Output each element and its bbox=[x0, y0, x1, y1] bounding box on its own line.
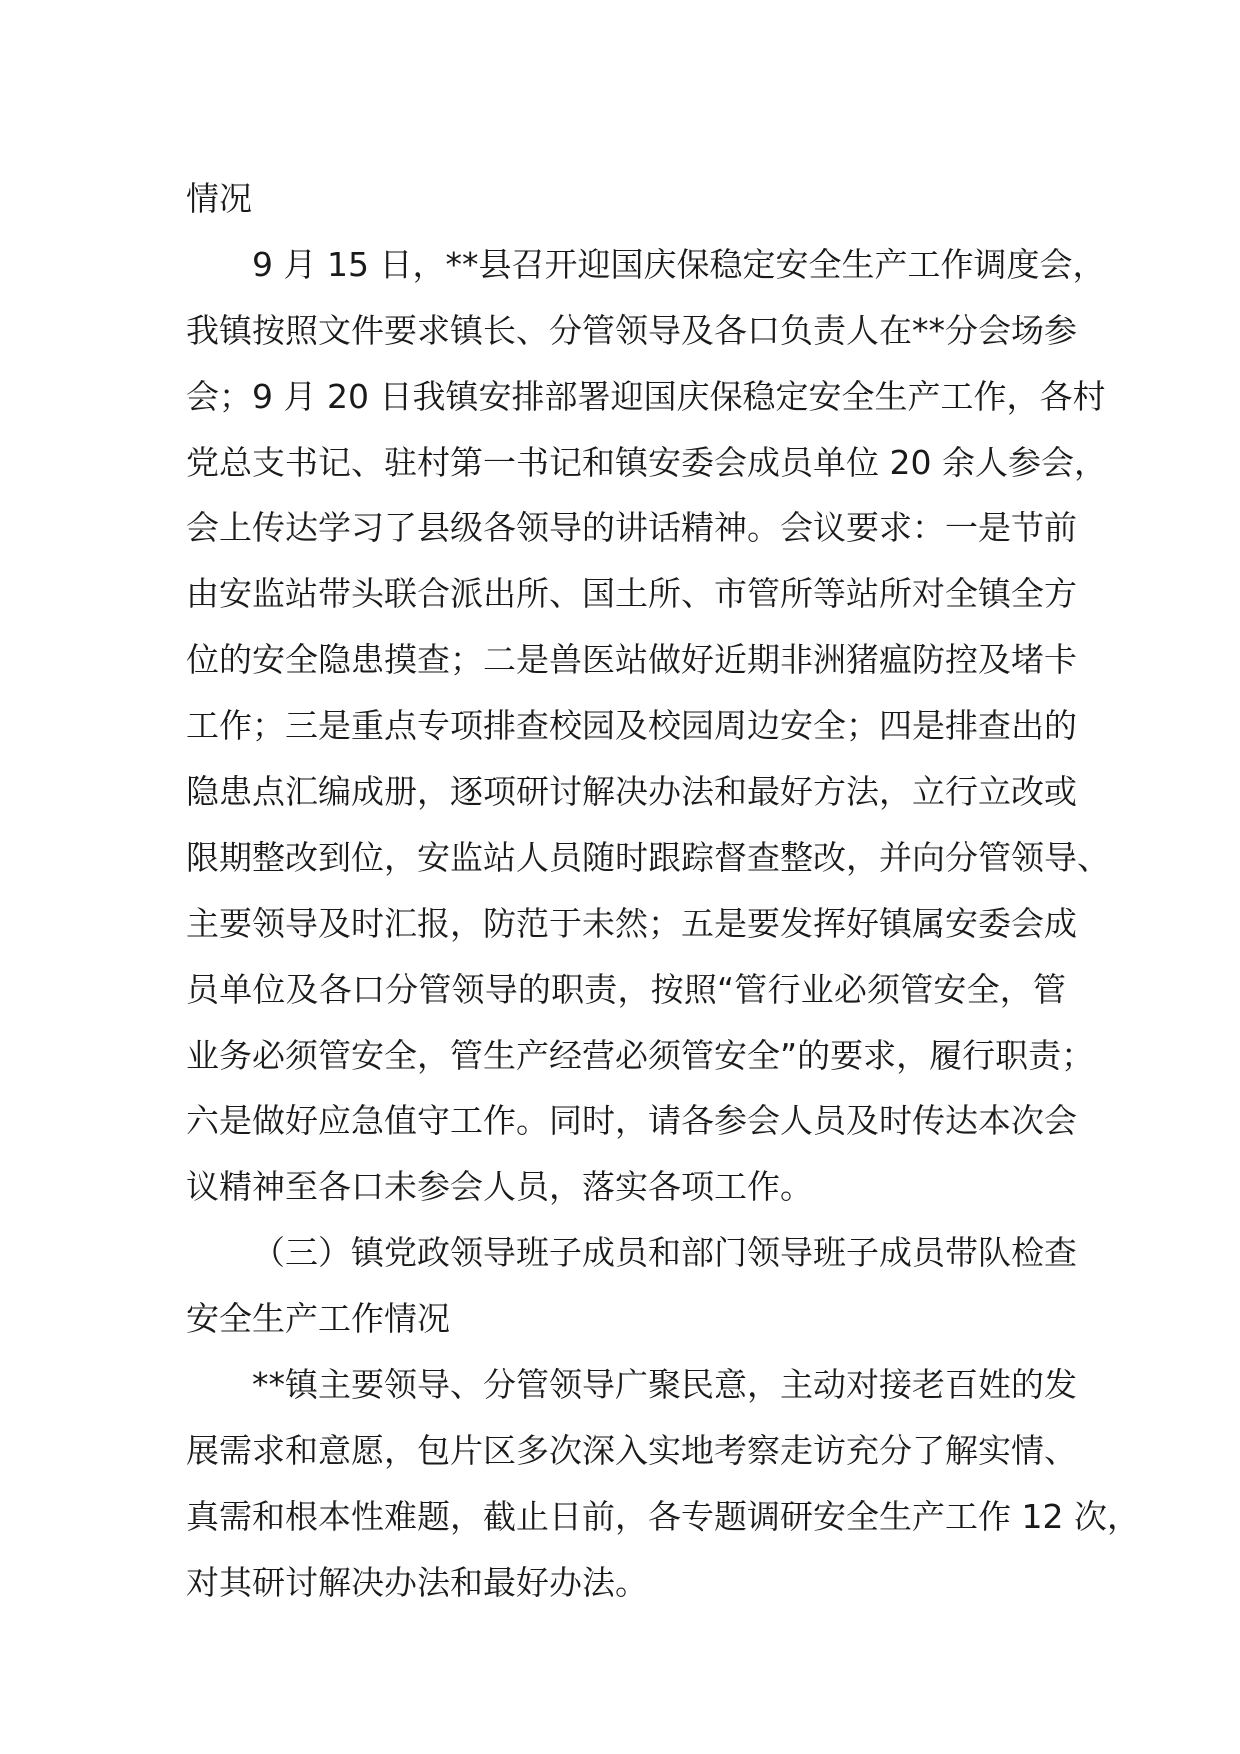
text-line: 工作；三是重点专项排查校园及校园周边安全；四是排查出的 bbox=[186, 706, 1077, 746]
text-line: 9 月 15 日，**县召开迎国庆保稳定安全生产工作调度会， bbox=[252, 244, 1106, 284]
text-line: （三）镇党政领导班子成员和部门领导班子成员带队检查 bbox=[252, 1233, 1077, 1273]
text-line: **镇主要领导、分管领导广聚民意，主动对接老百姓的发 bbox=[252, 1365, 1077, 1405]
text-line: 由安监站带头联合派出所、国土所、市管所等站所对全镇全方 bbox=[186, 574, 1077, 614]
text-line: 对其研讨解决办法和最好办法。 bbox=[186, 1562, 648, 1602]
text-line: 展需求和意愿，包片区多次深入实地考察走访充分了解实情、 bbox=[186, 1430, 1077, 1470]
text-line: 业务必须管安全，管生产经营必须管安全”的要求，履行职责； bbox=[186, 1035, 1095, 1075]
text-line: 情况 bbox=[186, 179, 252, 218]
text-line: 隐患点汇编成册，逐项研讨解决办法和最好方法，立行立改或 bbox=[186, 772, 1077, 812]
text-line: 位的安全隐患摸查；二是兽医站做好近期非洲猪瘟防控及堵卡 bbox=[186, 640, 1077, 680]
text-line: 限期整改到位，安监站人员随时跟踪督查整改，并向分管领导、 bbox=[186, 837, 1110, 877]
body-text bbox=[186, 166, 1140, 1616]
text-line: 会；9 月 20 日我镇安排部署迎国庆保稳定安全生产工作，各村 bbox=[186, 376, 1106, 416]
text-line: 六是做好应急值守工作。同时，请各参会人员及时传达本次会 bbox=[186, 1101, 1077, 1141]
text-line: 安全生产工作情况 bbox=[186, 1299, 450, 1339]
text-line: 员单位及各口分管领导的职责，按照“管行业必须管安全，管 bbox=[186, 969, 1066, 1009]
text-line: 我镇按照文件要求镇长、分管领导及各口负责人在**分会场参 bbox=[186, 310, 1077, 350]
text-line: 议精神至各口未参会人员，落实各项工作。 bbox=[186, 1167, 813, 1207]
text-line: 会上传达学习了县级各领导的讲话精神。会议要求：一是节前 bbox=[186, 508, 1077, 548]
text-line: 真需和根本性难题，截止日前，各专题调研安全生产工作 12 次， bbox=[186, 1496, 1140, 1536]
text-line: 主要领导及时汇报，防范于未然；五是要发挥好镇属安委会成 bbox=[186, 903, 1077, 943]
text-line: 党总支书记、驻村第一书记和镇安委会成员单位 20 余人参会， bbox=[186, 442, 1107, 482]
